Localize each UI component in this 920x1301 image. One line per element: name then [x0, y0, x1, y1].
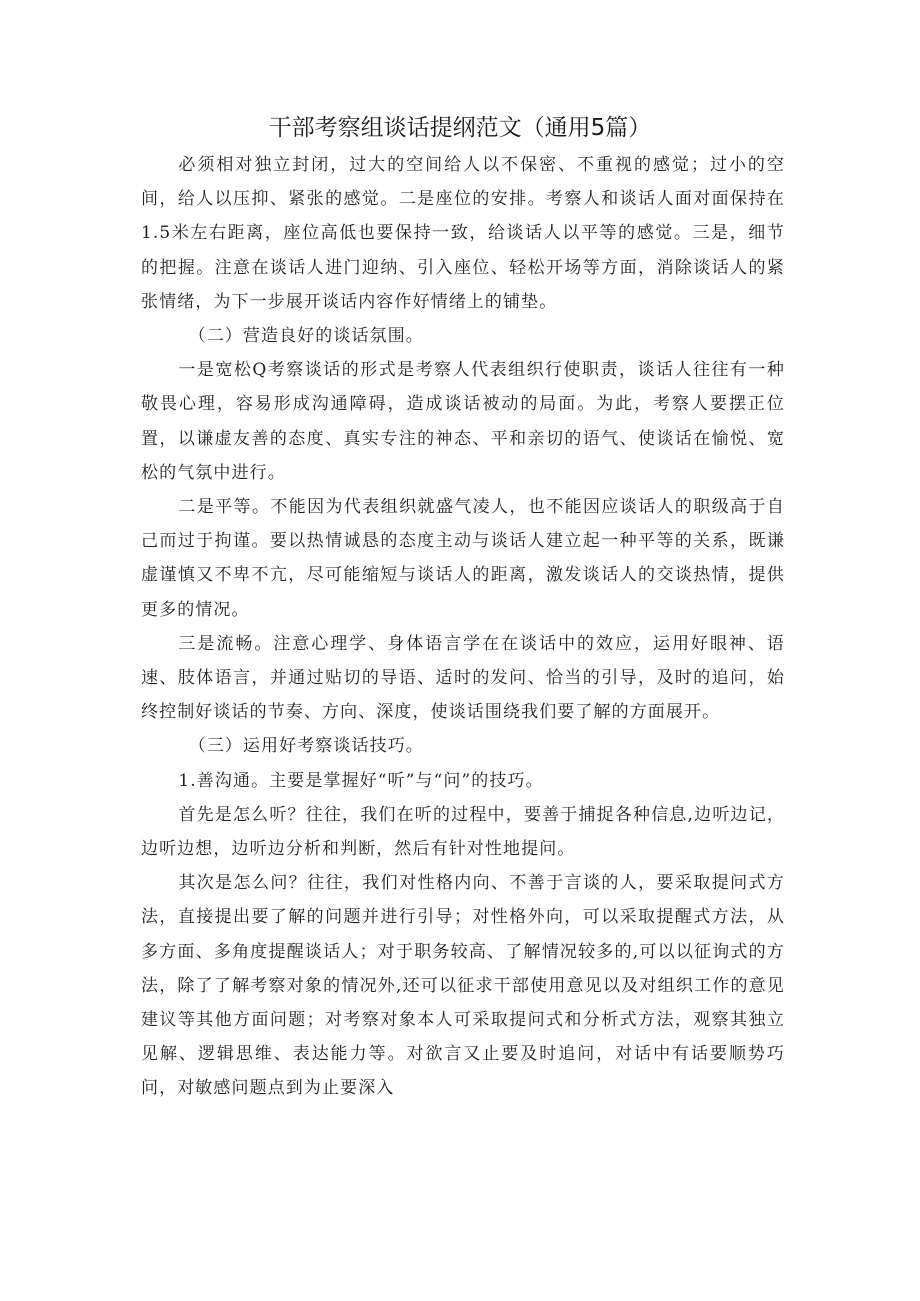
subheading-techniques: （三）运用好考察谈话技巧。: [188, 736, 424, 757]
paragraph-asking: 其次是怎么问？往往，我们对性格内向、不善于言谈的人，要采取提问式方法，直接提出要了解的问题并进行引导；对性格外向，可以采取提醒式方法，从多方面、多角度提醒谈话人；对于职务较高、了解情况较多的,可以以征询式的方法，除了了解考察对象的情况外,还可以征求干部使用意见以及对组织工作的意见建议等其他方面问题；对考察对象本人可采取提问式和分析式方法，观察其独立见解、逻辑思维、表达能力等。对欲言又止要及时追问，对话中有话要顺势巧问，对敏感问题点到为止要深入: [141, 873, 785, 1099]
paragraph-venue-seating: 必须相对独立封闭，过大的空间给人以不保密、不重视的感觉；过小的空间，给人以压抑、紧张的感觉。二是座位的安排。考察人和谈话人面对面保持在1.5米左右距离，座位高低也要保持一致，给谈话人以平等的感觉。三是，细节的把握。注意在谈话人进门迎纳、引入座位、轻松开场等方面，消除谈话人的紧张情绪，为下一步展开谈话内容作好情绪上的铺垫。: [141, 155, 785, 312]
document-body: [141, 148, 785, 1106]
paragraph-relaxed: 一是宽松Q考察谈话的形式是考察人代表组织行使职责，谈话人往往有一种敬畏心理，容易形成沟通障碍，造成谈话被动的局面。为此，考察人要摆正位置，以谦虚友善的态度、真实专注的神态、平和亲切的语气、使谈话在愉悦、宽松的气氛中进行。: [141, 360, 785, 483]
paragraph-listening: 首先是怎么听？往往，我们在听的过程中，要善于捕捉各种信息,边听边记，边听边想，边听边分析和判断，然后有针对性地提问。: [141, 804, 785, 860]
subheading-atmosphere: （二）营造良好的谈话氛围。: [188, 326, 424, 347]
paragraph-communication: 1.善沟通。主要是掌握好“听”与“问”的技巧。: [178, 770, 544, 791]
paragraph-fluency: 三是流畅。注意心理学、身体语言学在在谈话中的效应，运用好眼神、语速、肢体语言，并通过贴切的导语、适时的发问、恰当的引导，及时的追问，始终控制好谈话的节奏、方向、深度，使谈话围绕我们要了解的方面展开。: [141, 633, 785, 723]
paragraph-equality: 二是平等。不能因为代表组织就盛气凌人，也不能因应谈话人的职级高于自己而过于拘谨。要以热情诚恳的态度主动与谈话人建立起一种平等的关系，既谦虚谨慎又不卑不亢，尽可能缩短与谈话人的距离，激发谈话人的交谈热情，提供更多的情况。: [141, 497, 785, 620]
document-title: 干部考察组谈话提纲范文（通用5篇）: [268, 115, 652, 141]
